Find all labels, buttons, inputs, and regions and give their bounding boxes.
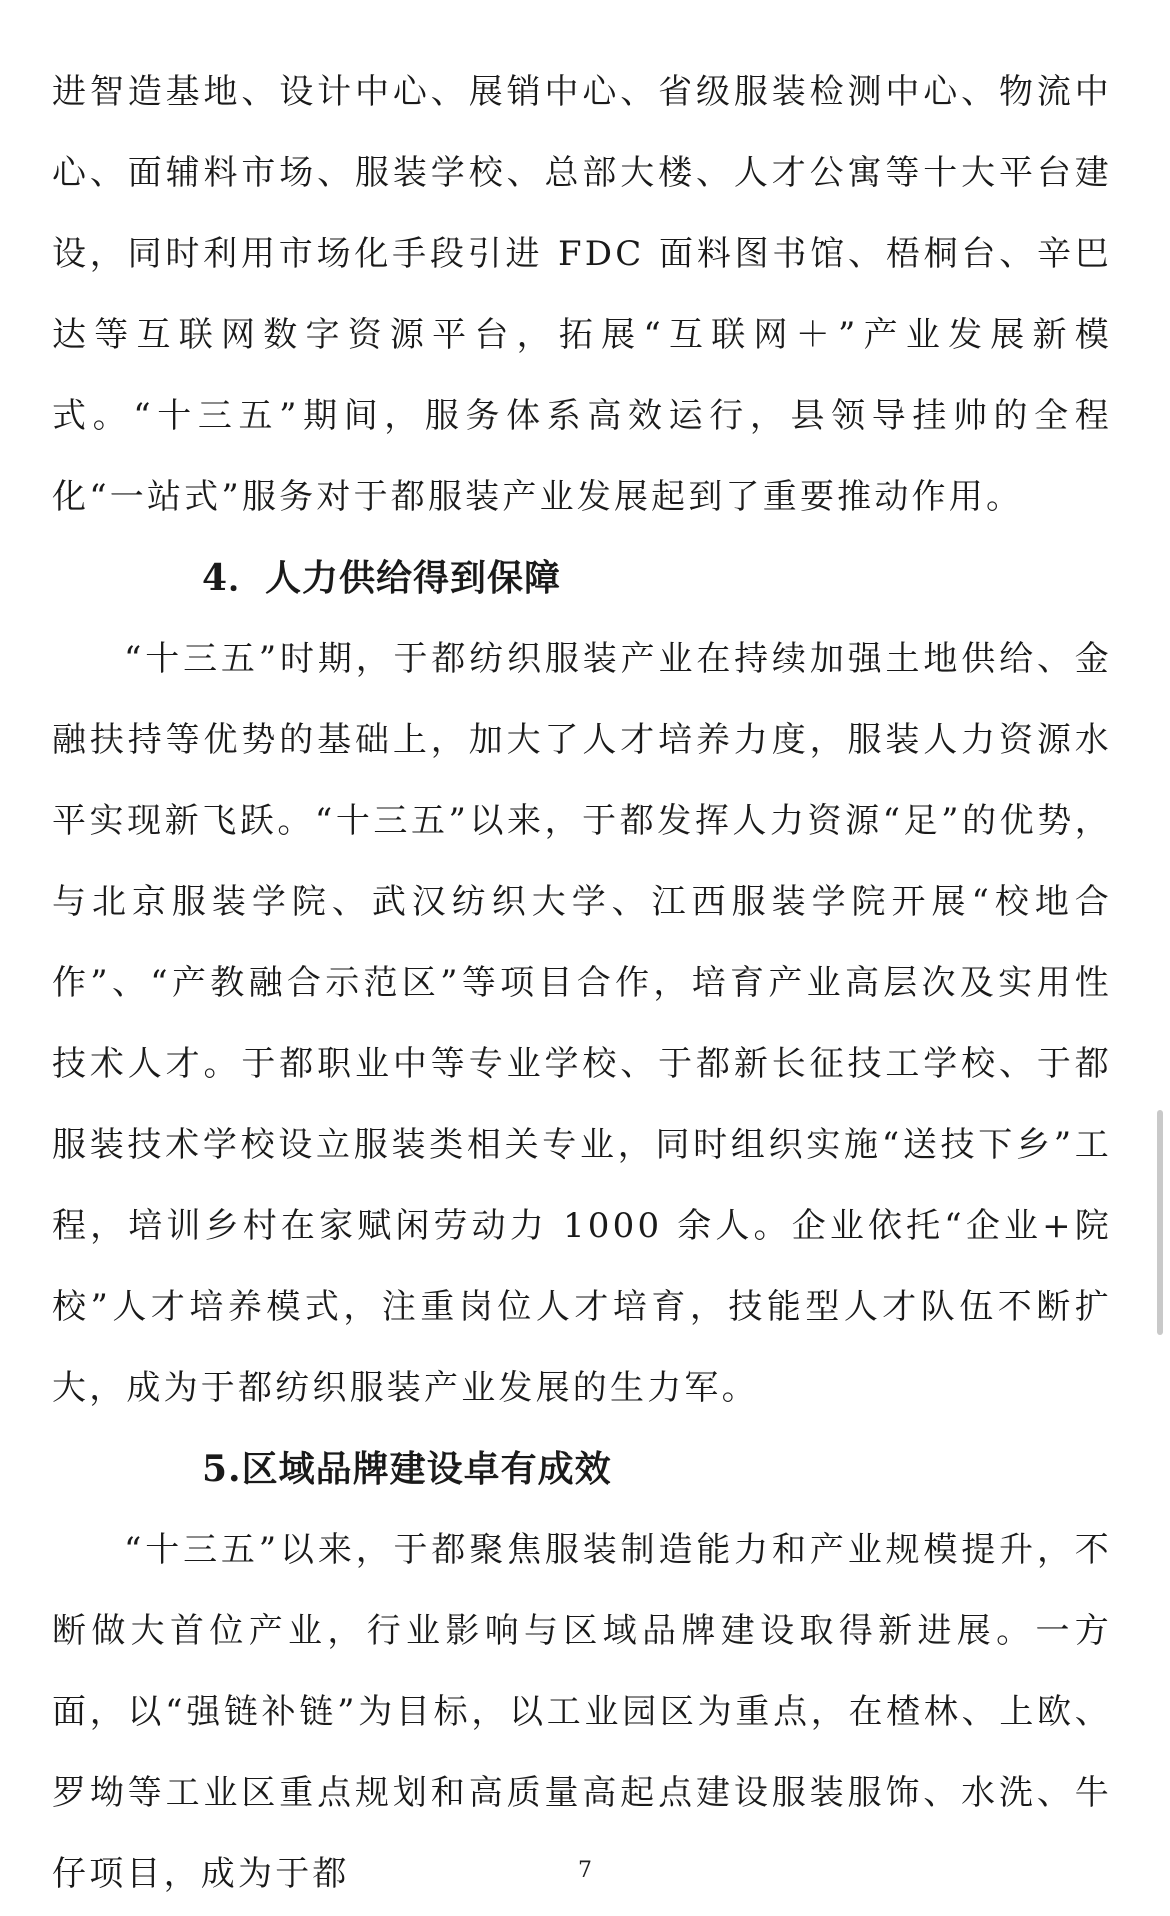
section-heading-human-resources: 4．人力供给得到保障 [202, 557, 562, 599]
page-number: 7 [578, 1858, 592, 1883]
document-body [52, 52, 1112, 1915]
paragraph-regional-brand: “十三五”以来，于都聚焦服装制造能力和产业规模提升，不断做大首位产业，行业影响与区域品牌建设取得新进展。一方面，以“强链补链”为目标，以工业园区为重点，在楂林、上欧、罗坳等工业区重点规划和高质量高起点建设服装服饰、水洗、牛仔项目，成为于都 [52, 1530, 1112, 1894]
section-heading-regional-brand: 5.区域品牌建设卓有成效 [202, 1448, 612, 1490]
paragraph-platform-construction: 进智造基地、设计中心、展销中心、省级服装检测中心、物流中心、面辅料市场、服装学校、总部大楼、人才公寓等十大平台建设，同时利用市场化手段引进 FDC 面料图书馆、梧桐台、辛巴达等互联网数字资源平台，拓展“互联网＋”产业发展新模式。“十三五”期间，服务体系高效运行，县领导挂帅的全程化“一站式”服务对于都服装产业发展起到了重要推动作用。 [52, 72, 1112, 517]
vertical-scrollbar[interactable] [1157, 1110, 1163, 1335]
paragraph-human-resources: “十三五”时期，于都纺织服装产业在持续加强土地供给、金融扶持等优势的基础上，加大了人才培养力度，服装人力资源水平实现新飞跃。“十三五”以来，于都发挥人力资源“足”的优势，与北京服装学院、武汉纺织大学、江西服装学院开展“校地合作”、“产教融合示范区”等项目合作，培育产业高层次及实用性技术人才。于都职业中等专业学校、于都新长征技工学校、于都服装技术学校设立服装类相关专业，同时组织实施“送技下乡”工程，培训乡村在家赋闲劳动力 1000 余人。企业依托“企业+院校”人才培养模式，注重岗位人才培育，技能型人才队伍不断扩大，成为于都纺织服装产业发展的生力军。 [52, 639, 1112, 1408]
